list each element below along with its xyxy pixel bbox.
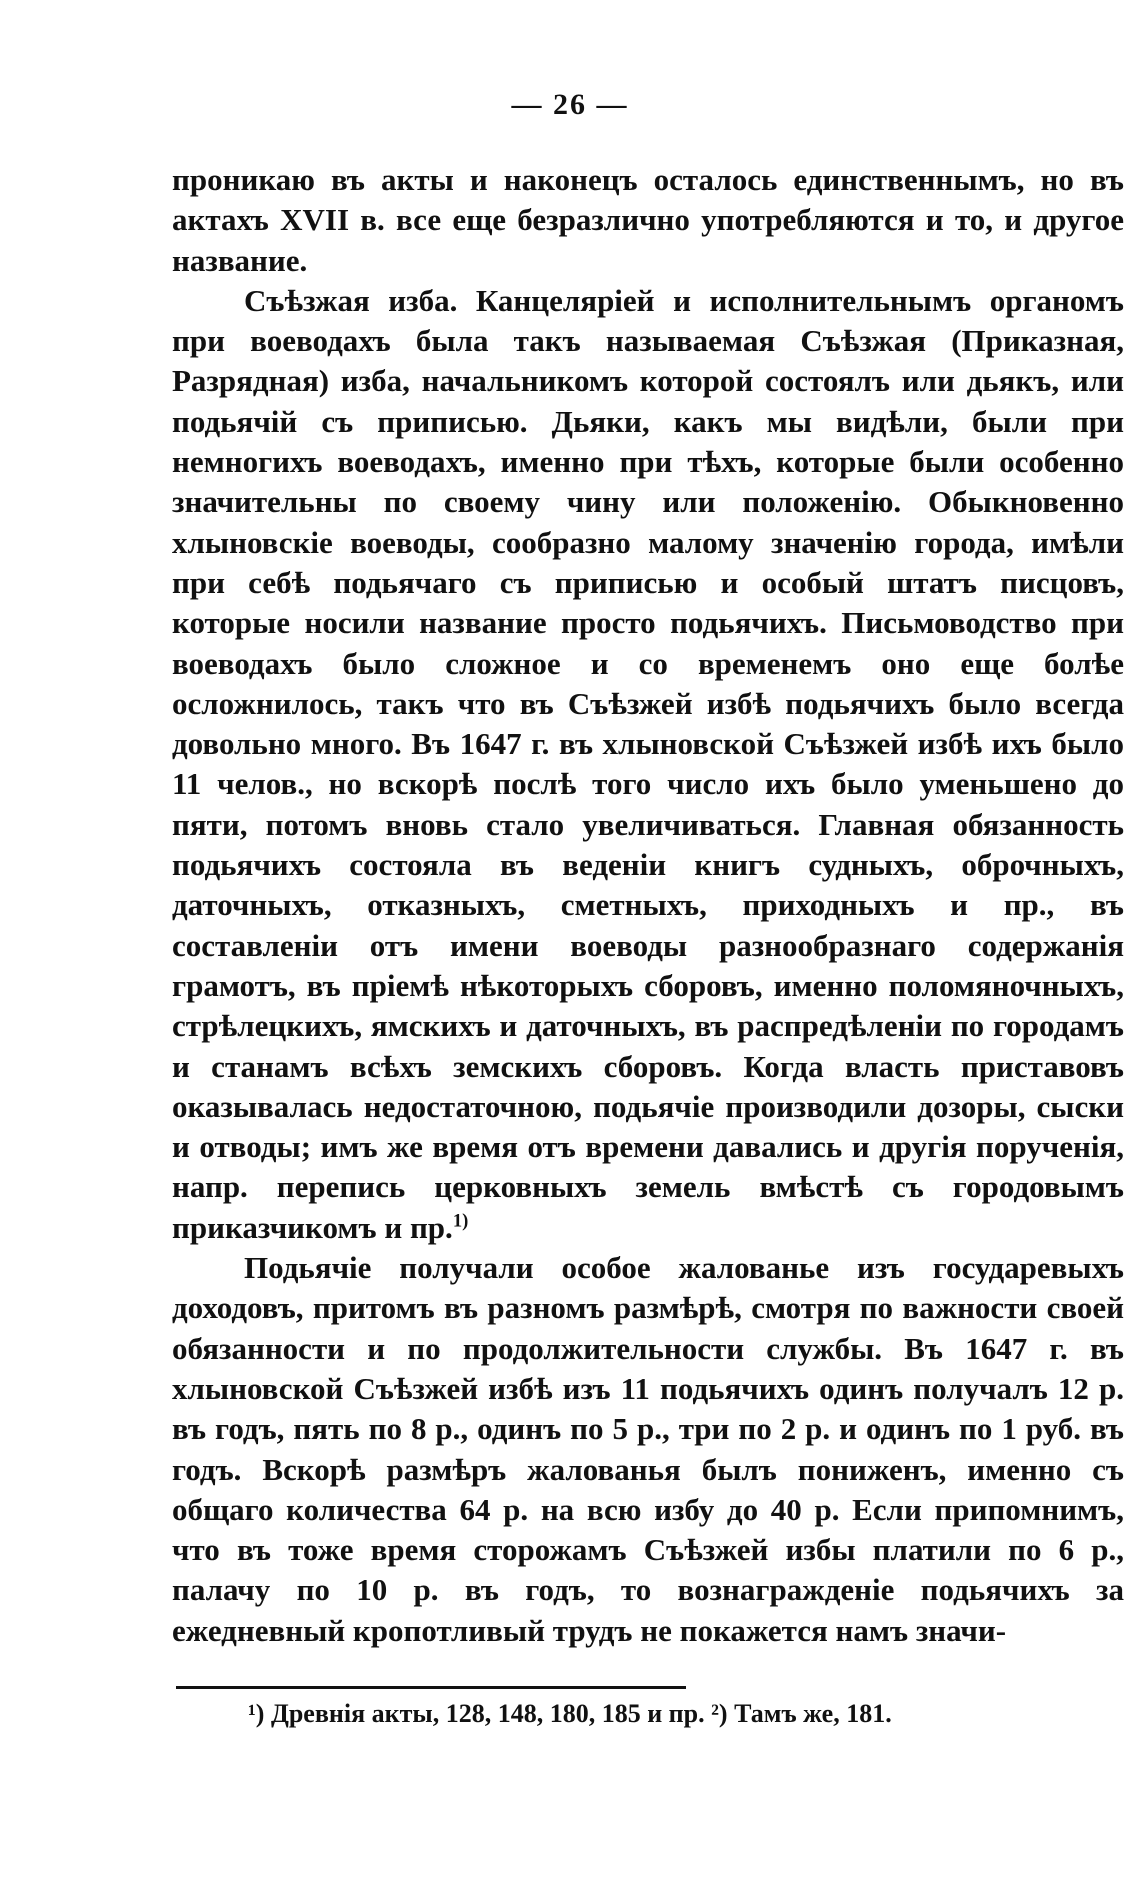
main-text [172, 160, 1124, 1651]
footnote-ref-1: 1) [452, 1210, 469, 1232]
page-number: — 26 — [511, 88, 629, 121]
paragraph-text: Съѣзжая изба. Канцелярiей и исполнительнымъ органомъ при воеводахъ была такъ называемая Съѣзжая (Приказная, Разрядная) изба, начальникомъ которой состоялъ или дьякъ, или подьячiй съ приписью. Дьяки, какъ мы видѣли, были при немногихъ воеводахъ, именно при тѣхъ, которые были особенно значительны по своему чину или положенiю. Обыкновенно хлыновскiе воеводы, сообразно малому значенiю города, имѣли при себѣ подьячаго съ приписью и особый штатъ писцовъ, которые носили название просто подьячихъ. Письмоводство при воеводахъ было сложное и со временемъ оно еще болѣе осложнилось, такъ что въ Съѣзжей избѣ подьячихъ было всегда довольно много. Въ 1647 г. въ хлыновской Съѣзжей избѣ ихъ было 11 челов., но вскорѣ послѣ того число ихъ было уменьшено до пяти, потомъ вновь стало увеличиваться. Главная обязанность подьячихъ состояла въ веденiи книгъ судныхъ, оброчныхъ, даточныхъ, отказныхъ, сметныхъ, приходныхъ и пр., въ составленiи отъ имени воеводы разнообразнаго содержанiя грамотъ, въ прiемѣ нѣкоторыхъ сборовъ, именно поломяночныхъ, стрѣлецкихъ, ямскихъ и даточныхъ, въ распредѣленiи по городамъ и станамъ всѣхъ земскихъ сборовъ. Когда власть приставовъ оказывалась недостаточною, подьячiе производили дозоры, сыски и отводы; имъ же время отъ времени давались и другiя порученiя, напр. перепись церковныхъ земель вмѣстѣ съ городовымъ приказчикомъ и пр. [172, 282, 1124, 1245]
footnote: ¹) Древнiя акты, 128, 148, 180, 185 и пр. ²) Тамъ же, 181. [248, 1699, 892, 1728]
paragraph-salary: Подьячiе получали особое жалованье изъ государевыхъ доходовъ, притомъ въ разномъ размѣрѣ, смотря по важности своей обязанности и по продолжительности службы. Въ 1647 г. въ хлыновской Съѣзжей избѣ изъ 11 подьячихъ одинъ получалъ 12 р. въ годъ, пять по 8 р., одинъ по 5 р., три по 2 р. и одинъ по 1 руб. въ годъ. Вскорѣ размѣръ жалованья былъ пониженъ, именно съ общаго количества 64 р. на всю избу до 40 р. Если припомнимъ, что въ тоже время сторожамъ Съѣзжей избы платили по 6 р., палачу по 10 р. въ годъ, то вознагражденiе подьячихъ за ежедневный кропотливый трудъ не покажется намъ значи- [172, 1250, 1124, 1648]
paragraph-continuation: проникаю въ акты и наконецъ осталось единственнымъ, но въ актахъ XVII в. все еще безразлично употребляются и то, и другое название. [172, 162, 1124, 278]
footnote-divider [176, 1686, 686, 1689]
paragraph-syezzhaya-izba [172, 281, 1124, 1248]
